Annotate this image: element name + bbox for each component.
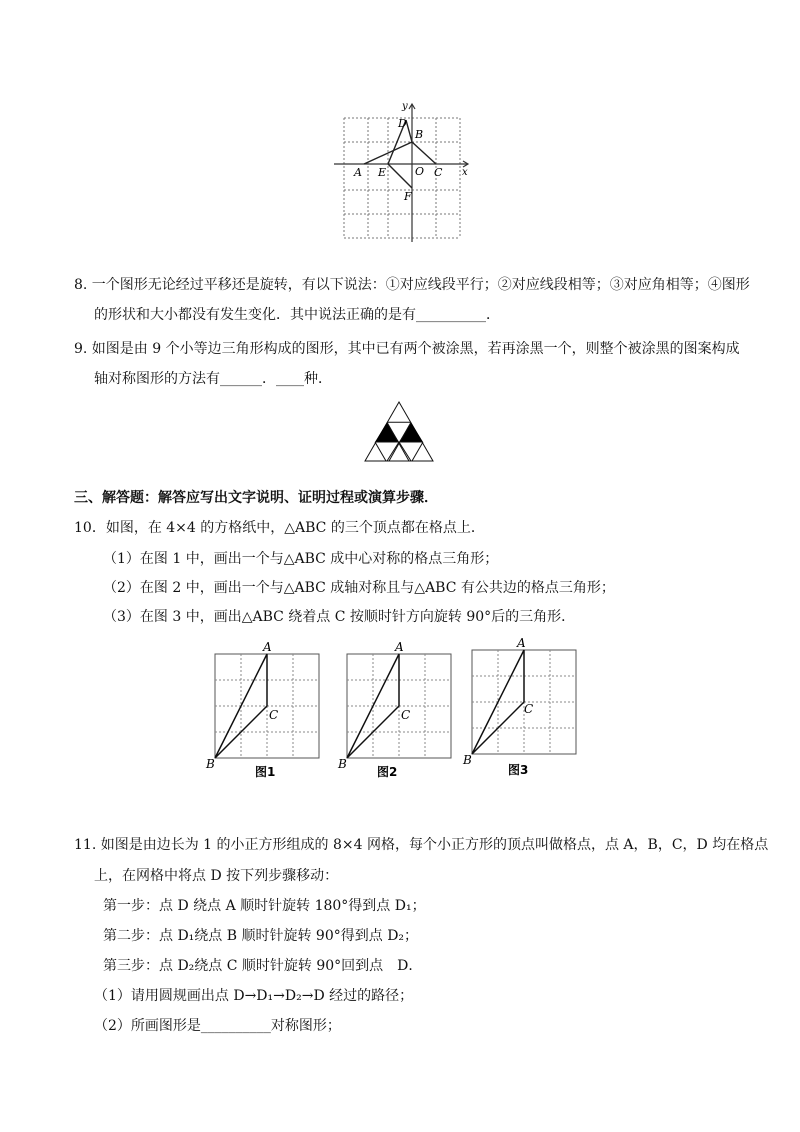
- point-label-f: F: [404, 190, 412, 203]
- figure-caption: 图2: [377, 765, 398, 779]
- coordinate-figure: [330, 100, 475, 245]
- q11-step2: 第二步：点 D₁绕点 B 顺时针旋转 90°得到点 D₂；: [103, 928, 419, 944]
- label-a: A: [395, 640, 404, 654]
- point-label-a: A: [354, 166, 362, 179]
- figure-caption: 图3: [508, 763, 529, 776]
- grid-figure-3: [462, 636, 582, 776]
- point-label-d: D: [398, 117, 407, 130]
- point-label-c: C: [434, 166, 443, 179]
- q8-line1: 8. 一个图形无论经过平移还是旋转，有以下说法：①对应线段平行；②对应线段相等；③对应角相等；④图形: [74, 277, 750, 293]
- q11-item2: （2）所画图形是__________对称图形；: [94, 1018, 341, 1034]
- axis-label-y: y: [402, 101, 408, 112]
- q11-line1: 11. 如图是由边长为 1 的小正方形组成的 8×4 网格，每个小正方形的顶点叫做格点，点 A，B，C，D 均在格点: [74, 837, 769, 853]
- q10-item3: （3）在图 3 中，画出△ABC 绕着点 C 按顺时针方向旋转 90°后的三角形．: [103, 609, 576, 625]
- axis-label-x: x: [462, 167, 468, 178]
- q11-step3: 第三步：点 D₂绕点 C 顺时针旋转 90°回到点 D．: [103, 958, 423, 974]
- label-c: C: [269, 708, 279, 722]
- q9-line2: 轴对称图形的方法有______．____种．: [94, 371, 332, 387]
- point-label-o: O: [415, 165, 425, 178]
- label-b: B: [338, 757, 347, 771]
- point-label-e: E: [378, 166, 387, 179]
- grid-figure-2: [337, 640, 457, 780]
- q9-line1: 9. 如图是由 9 个小等边三角形构成的图形，其中已有两个被涂黑，若再涂黑一个，则整个被涂黑的图案构成: [74, 341, 740, 357]
- point-label-b: B: [415, 128, 424, 141]
- figure-segments: [364, 120, 436, 188]
- label-b: B: [463, 753, 472, 767]
- q11-item1: （1）请用圆规画出点 D→D₁→D₂→D 经过的路径；: [94, 988, 414, 1004]
- q10-item1: （1）在图 1 中，画出一个与△ABC 成中心对称的格点三角形；: [103, 551, 499, 567]
- triangle-figure: [363, 400, 435, 464]
- grid-figure-1: [205, 640, 325, 780]
- figure-caption: 图1: [255, 765, 276, 779]
- q8-line2: 的形状和大小都没有发生变化．其中说法正确的是有__________．: [94, 307, 500, 323]
- label-a: A: [263, 640, 272, 654]
- label-c: C: [524, 702, 534, 716]
- label-c: C: [401, 708, 411, 722]
- section-heading: 三、解答题：解答应写出文字说明、证明过程或演算步骤．: [74, 490, 438, 506]
- label-a: A: [517, 636, 526, 650]
- q10-line1: 10．如图，在 4×4 的方格纸中，△ABC 的三个顶点都在格点上．: [74, 520, 485, 536]
- label-b: B: [206, 757, 215, 771]
- q11-step1: 第一步：点 D 绕点 A 顺时针旋转 180°得到点 D₁；: [103, 898, 426, 914]
- q10-item2: （2）在图 2 中，画出一个与△ABC 成轴对称且与△ABC 有公共边的格点三角形；: [103, 580, 615, 596]
- q11-line2: 上，在网格中将点 D 按下列步骤移动：: [94, 868, 339, 884]
